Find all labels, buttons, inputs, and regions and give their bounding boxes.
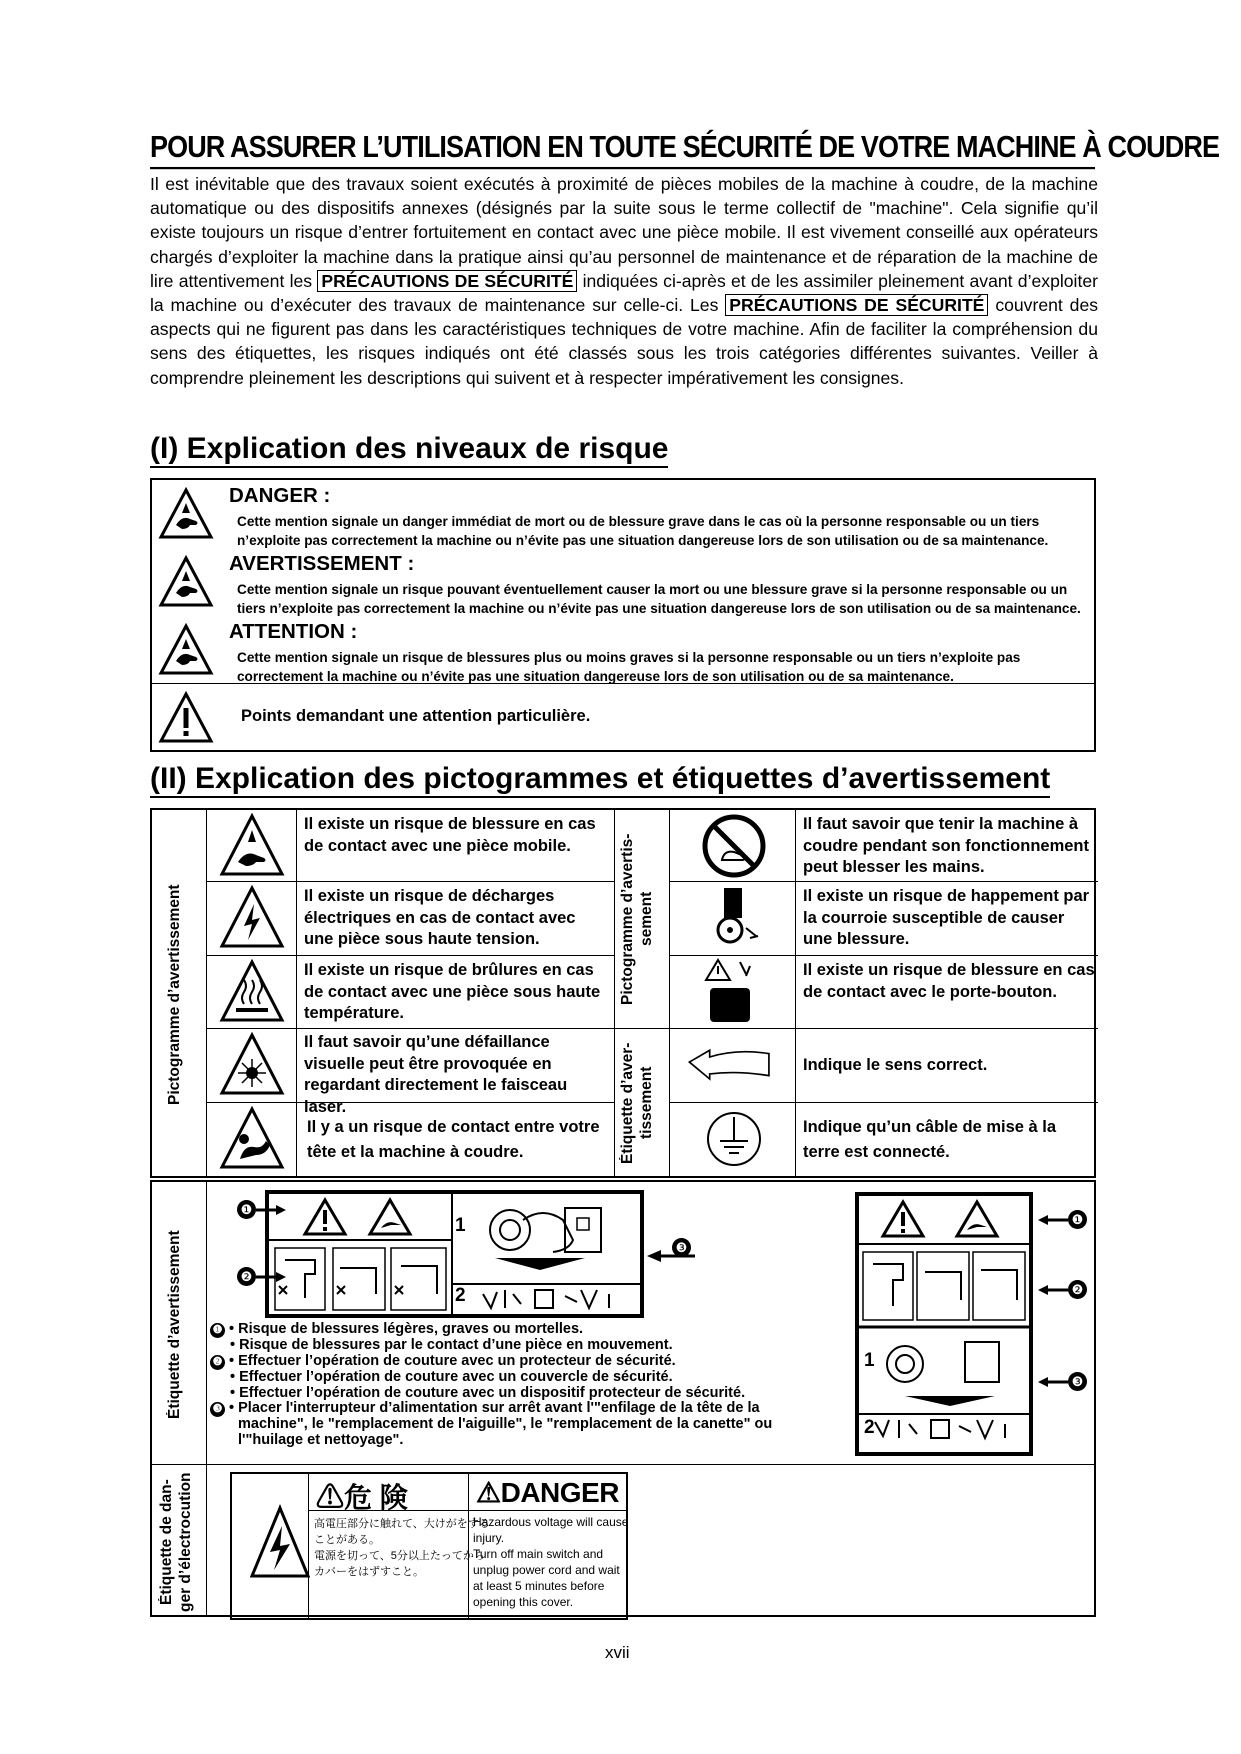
picto-text-heat: Il existe un risque de brûlures en cas de contact avec une pièce sous haute température. [304,961,601,1022]
page-number: xvii [605,1643,630,1662]
section2-title [150,762,1050,796]
en-line-5: at least 5 minutes before [473,1579,605,1593]
electric-shock-icon [208,882,296,954]
risk-warning-desc: Cette mention signale un risque pouvant éventuellement causer la mort ou une blessure grave si la personne responsable ou un tiers n’exploite pas correctement la machine ou n’évite pas une situation dangereuse lors de son utilisation ou de sa maintenance. [237,582,1081,616]
en-line-2: injury. [473,1531,505,1545]
risk-caution [152,616,1094,684]
risk-danger [152,480,1094,548]
risk-danger-desc: Cette mention signale un danger immédiat de mort ou de blessure grave dans le cas où la personne responsable ou un tiers n’exploite pas correctement la machine ou n’évite pas une situation dangereuse lors de son utilisation ou de sa maintenance. [237,514,1049,548]
right-step-1: 1 [864,1350,875,1371]
note-2-line-3: • Effectuer l’opération de couture avec un dispositif protecteur de sécurité. [230,1384,746,1401]
marker-3-left [672,1238,691,1257]
left-step-2: 2 [455,1285,466,1306]
label-notes [210,1322,772,1449]
warning-label-vertical: Étiquette d’avertissement [166,1230,183,1419]
picto-text-laser: Il faut savoir qu’une défaillance visuelle peut être provoquée en regardant directement le faisceau laser. [304,1033,568,1116]
safety-precautions-box: PRÉCAUTIONS DE SÉCURITÉ [317,270,577,292]
intro-paragraph [150,172,1098,390]
intro-text-3: couvrent des aspects qui ne figurent pas dans les caractéristiques techniques de votre machine. Afin de faciliter la compréhension du sens des étiquettes, les risques indiqués ont été classés sous les trois catégories différentes suivantes. Veiller à comprendre pleinement les descriptions qui suivent et à respecter impérativement les consignes. [150,295,1099,388]
pictogram-label-right-b: sement [638,891,655,947]
en-line-3: Turn off main switch and [473,1547,604,1561]
picto-text-shock: Il existe un risque de décharges électriques en cas de contact avec une pièce sous haute tension. [304,887,576,948]
risk-note-text: Points demandant une attention particulière. [241,707,591,725]
en-line-6: opening this cover. [473,1595,574,1609]
note-3-line-1: • Placer l'interrupteur d’alimentation sur arrêt avant l'"enfilage de la tête de la [229,1400,760,1417]
risk-warning [152,548,1094,616]
electric-shock-icon [250,1504,310,1580]
shock-label-a: Étiquette de dan- [158,1479,175,1605]
note-2-line-2: • Effectuer l’opération de couture avec un couvercle de sécurité. [230,1368,673,1385]
warning-label-right [618,1032,666,1174]
jp-line-3: 電源を切って、5分以上たってから [314,1550,485,1562]
note-1-badge: ❶ [210,1323,225,1338]
section1-title [150,432,668,466]
risk-warning-head: AVERTISSEMENT : [229,552,415,575]
picto-text-moving: Il existe un risque de blessure en cas de contact avec une pièce mobile. [304,815,596,855]
section2-title-text: (II) Explication des pictogrammes et étiquettes d’avertissement [150,762,1050,798]
pictogram-label: Pictogramme d’avertissement [166,884,183,1106]
picto-text-button-holder: Il existe un risque de blessure en cas de contact avec le porte-bouton. [803,961,1095,1001]
belt-hazard-icon [690,882,778,954]
jp-danger-head-text: 危 険 [344,1482,408,1513]
section1-title-text: (I) Explication des niveaux de risque [150,432,668,468]
pictogram-label-right-a: Pictogramme d’avertis- [619,833,636,1005]
intro-text-1: Il est inévitable que des travaux soient exécutés à proximité de pièces mobiles de la machine à coudre, de la machine automatique ou des dispositifs annexes (désignés par la suite sous le terme collectif de "machine". Cela signifie qu’il existe toujours un risque d’entrer fortuitement en contact avec une pièce mobile. Il est vivement conseillé aux opérateurs chargés d’exploiter la machine dans la pratique ainsi qu’au personnel de maintenance et de réparation de la machine de lire attentivement les [150,174,1098,291]
button-holder-icon [690,956,778,1028]
marker-2-badge-right: ❷ [1068,1280,1087,1299]
jp-line-1: 高電圧部分に触れて、大けがをする [314,1518,490,1530]
marker-2-left [237,1267,286,1286]
marker-1-right [1038,1210,1087,1229]
note-3 [210,1401,772,1417]
risk-caution-head: ATTENTION : [229,620,358,643]
marker-3-right [1038,1372,1087,1391]
pictogram-table [150,808,1096,1178]
marker-1-left [237,1200,286,1219]
marker-2-right [1038,1280,1087,1299]
safety-precautions-box-2: PRÉCAUTIONS DE SÉCURITÉ [725,294,988,316]
risk-levels-box [150,478,1096,752]
marker-1-badge-right: ❶ [1068,1210,1087,1229]
warning-label-drawing [265,1190,830,1318]
note-3-badge: ❸ [210,1402,225,1417]
ground-icon [690,1103,778,1175]
no-hands-icon [690,810,778,882]
warning-label-right-b: tissement [638,1066,655,1140]
en-danger-text [473,1514,628,1610]
shock-label-b: ger d’électrocution [177,1472,194,1612]
note-2-badge: ❷ [210,1355,225,1370]
arrow-right-icon [256,1272,286,1282]
en-line-4: unplug power cord and wait [473,1563,620,1577]
electric-shock-label [230,1472,628,1620]
jp-danger-text [314,1516,490,1580]
moving-parts-icon [208,810,296,882]
hot-surface-icon [208,956,296,1028]
en-danger-head: ⚠DANGER [476,1477,619,1508]
laser-icon [208,1029,296,1101]
jp-line-2: ことがある。 [314,1534,380,1546]
exclamation-triangle-icon [158,691,214,745]
note-3-line-3: l'"huilage et nettoyage". [238,1432,404,1449]
arrow-right-icon [256,1205,286,1215]
en-danger-head-text: DANGER [500,1477,619,1508]
intro-text-2: indiquées ci-après et de les assimiler pleinement avant d’exploiter la machine ou d’exécuter des travaux de maintenance sur celle-ci. Les [150,270,1098,316]
note-1-line-2: • Risque de blessures par le contact d’une pièce en mouvement. [230,1337,673,1353]
note-2-line-1: • Effectuer l’opération de couture avec un protecteur de sécurité. [229,1352,676,1369]
marker-3-badge: ❸ [672,1238,691,1257]
picto-text-head: Il y a un risque de contact entre votre tête et la machine à coudre. [307,1118,600,1161]
note-1 [210,1322,772,1338]
hand-hazard-icon [158,487,214,541]
arrow-left-icon [1038,1285,1068,1295]
risk-note [152,683,1094,752]
picto-text-ground: Indique qu’un câble de mise à la terre est connecté. [803,1118,1057,1161]
marker-2-badge: ❷ [237,1267,256,1286]
right-step-2: 2 [864,1417,875,1438]
risk-danger-head: DANGER : [229,484,331,507]
warning-label-right-a: Étiquette d’aver- [619,1042,636,1164]
picto-text-belt: Il existe un risque de happement par la courroie susceptible de causer une blessure. [803,887,1090,948]
hand-hazard-icon [158,555,214,609]
risk-caution-desc: Cette mention signale un risque de blessures plus ou moins graves si la personne responsable ou un tiers n’exploite pas correctement la machine ou n’évite pas une situation dangereuse lors de son utilisation ou de sa maintenance. [237,650,1021,684]
warning-labels-box [150,1180,1096,1617]
arrow-left-icon [1038,1215,1068,1225]
left-step-1: 1 [455,1215,466,1236]
head-contact-icon [208,1103,296,1175]
hand-hazard-icon [158,623,214,677]
marker-3-badge-right: ❸ [1068,1372,1087,1391]
note-2 [210,1354,772,1370]
note-1-line-1: • Risque de blessures légères, graves ou mortelles. [229,1321,584,1337]
picto-text-direction: Indique le sens correct. [803,1056,988,1074]
en-line-1: Hazardous voltage will cause [473,1515,629,1529]
shock-label-vertical [157,1472,201,1612]
warning-label-drawing-right [855,1192,1035,1456]
pictogram-label-right [618,814,666,1024]
arrow-left-icon [1038,1377,1068,1387]
direction-arrow-icon [686,1032,774,1104]
page-title: POUR ASSURER L’UTILISATION EN TOUTE SÉCURITÉ DE VOTRE MACHINE À COUDRE [150,130,1095,169]
picto-text-hands: Il faut savoir que tenir la machine à coudre pendant son fonctionnement peut blesser les mains. [803,815,1090,876]
note-3-line-2: machine", le "remplacement de l'aiguille", le "remplacement de la canette" ou [238,1416,773,1433]
marker-1-badge: ❶ [237,1200,256,1219]
jp-line-4: カバーをはずすこと。 [314,1566,424,1578]
jp-danger-head: ⚠危 険 [316,1482,408,1513]
